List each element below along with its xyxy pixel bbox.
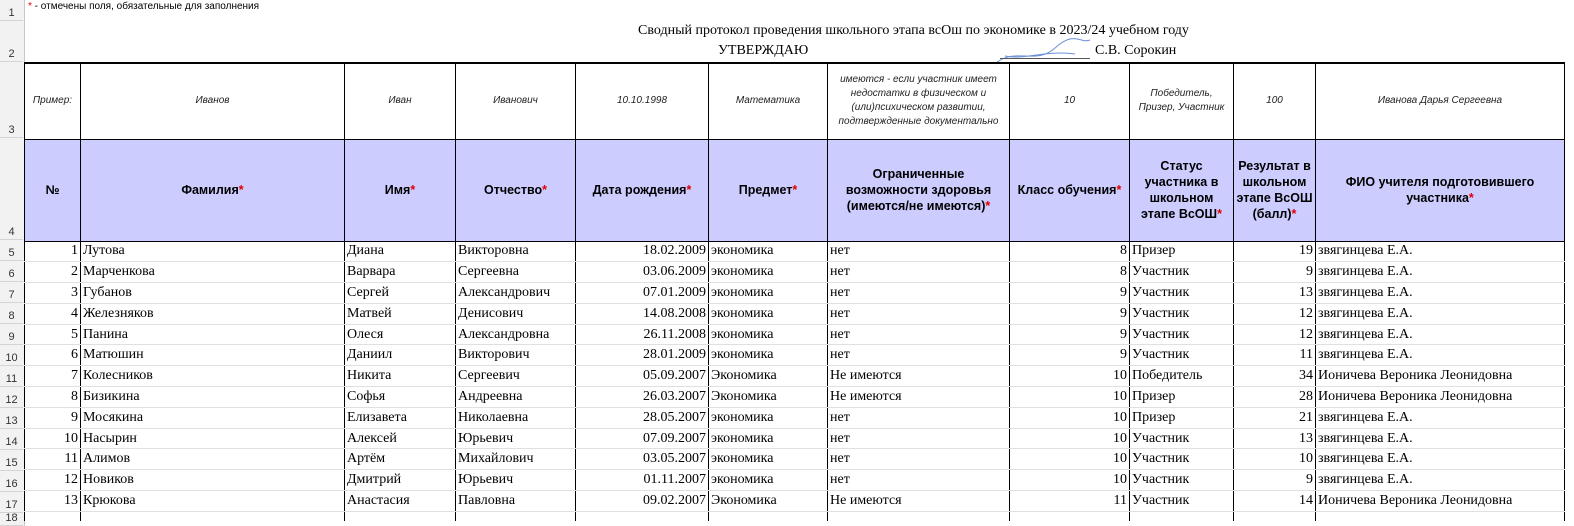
table-cell[interactable]: нет — [828, 428, 1010, 449]
table-cell[interactable]: звягинцева Е.А. — [1316, 470, 1565, 491]
required-star: * — [1291, 207, 1297, 221]
table-cell[interactable]: Колесников — [81, 366, 345, 387]
table-cell[interactable]: 9 — [1010, 345, 1130, 366]
table-cell[interactable]: Сергеевна — [456, 262, 576, 283]
table-cell[interactable]: экономика — [709, 345, 828, 366]
table-cell[interactable]: нет — [828, 407, 1010, 428]
required-fields-note — [28, 1, 259, 12]
example-cell[interactable]: 10 — [1010, 63, 1130, 139]
table-cell[interactable]: Софья — [345, 387, 456, 408]
table-row — [25, 449, 1565, 470]
table-row — [25, 387, 1565, 408]
table-cell[interactable]: Крюкова — [81, 491, 345, 512]
table-cell[interactable]: Даниил — [345, 345, 456, 366]
table-cell[interactable]: Панина — [81, 324, 345, 345]
row-number[interactable] — [0, 21, 23, 62]
column-header[interactable] — [576, 139, 709, 241]
table-cell[interactable]: Павловна — [456, 491, 576, 512]
column-header[interactable] — [1316, 139, 1565, 241]
table-row — [25, 470, 1565, 491]
column-header-label: Ограниченные возможности здоровья (имеются/не имеются) — [845, 167, 992, 213]
empty-row — [25, 511, 1565, 521]
row-number-label: 18 — [5, 512, 18, 524]
table-cell[interactable]: Олеся — [345, 324, 456, 345]
table-cell[interactable]: Экономика — [709, 387, 828, 408]
required-star: * — [686, 183, 692, 197]
table-cell[interactable]: экономика — [709, 407, 828, 428]
table-cell[interactable]: 10 — [1010, 366, 1130, 387]
table-cell[interactable]: Лутова — [81, 241, 345, 262]
table-cell[interactable]: 8 — [25, 387, 81, 408]
table-cell[interactable]: 10 — [25, 428, 81, 449]
table-cell[interactable]: 2 — [25, 262, 81, 283]
table-cell[interactable]: 12 — [1234, 303, 1316, 324]
table-cell[interactable]: Призер — [1130, 407, 1234, 428]
table-cell[interactable]: 13 — [1234, 428, 1316, 449]
required-star: * — [792, 183, 798, 197]
table-cell[interactable]: 03.05.2007 — [576, 449, 709, 470]
table-cell[interactable]: Участник — [1130, 491, 1234, 512]
table-cell[interactable]: Викторовна — [456, 241, 576, 262]
example-row — [25, 63, 1565, 139]
row-number-label: 11 — [5, 373, 18, 385]
table-cell[interactable]: 28 — [1234, 387, 1316, 408]
column-header[interactable] — [345, 139, 456, 241]
table-cell[interactable]: Сергеевич — [456, 366, 576, 387]
table-cell[interactable]: 11 — [25, 449, 81, 470]
table-cell[interactable]: Экономика — [709, 366, 828, 387]
example-cell[interactable]: Победитель, Призер, Участник — [1130, 63, 1234, 139]
table-cell[interactable]: 07.01.2009 — [576, 283, 709, 304]
row-number[interactable] — [0, 324, 23, 345]
table-cell[interactable]: 21 — [1234, 407, 1316, 428]
table-cell[interactable]: 9 — [1010, 303, 1130, 324]
table-cell[interactable]: Анастасия — [345, 491, 456, 512]
signer-name: С.В. Сорокин — [1095, 43, 1177, 58]
table-cell[interactable]: 13 — [1234, 283, 1316, 304]
example-cell[interactable]: имеются - если участник имеет недостатки в физическом и (или)психическом развитии, подтвержденные документально — [828, 63, 1010, 139]
column-header[interactable] — [709, 139, 828, 241]
row-number-label: 3 — [8, 124, 15, 136]
empty-cell[interactable] — [81, 511, 345, 521]
table-cell[interactable]: звягинцева Е.А. — [1316, 345, 1565, 366]
table-cell[interactable]: экономика — [709, 470, 828, 491]
table-cell[interactable]: Марченкова — [81, 262, 345, 283]
table-cell[interactable]: нет — [828, 303, 1010, 324]
approve-label: УТВЕРЖДАЮ — [718, 43, 809, 58]
column-header-label: Дата рождения — [592, 183, 687, 197]
required-star: * — [28, 1, 32, 12]
table-cell[interactable]: 28.01.2009 — [576, 345, 709, 366]
column-header-label: № — [45, 183, 60, 197]
table-cell[interactable]: Андреевна — [456, 387, 576, 408]
table-cell[interactable]: 18.02.2009 — [576, 241, 709, 262]
table-cell[interactable]: Артём — [345, 449, 456, 470]
empty-cell[interactable] — [25, 511, 81, 521]
table-cell[interactable]: нет — [828, 324, 1010, 345]
row-number[interactable] — [0, 62, 23, 138]
empty-cell[interactable] — [456, 511, 576, 521]
empty-cell[interactable] — [1130, 511, 1234, 521]
table-row — [25, 345, 1565, 366]
table-cell[interactable]: нет — [828, 283, 1010, 304]
table-cell[interactable]: Никита — [345, 366, 456, 387]
row-number[interactable] — [0, 261, 23, 282]
table-cell[interactable]: 34 — [1234, 366, 1316, 387]
row-number[interactable] — [0, 138, 23, 240]
table-row — [25, 366, 1565, 387]
table-cell[interactable]: Матвей — [345, 303, 456, 324]
table-row — [25, 324, 1565, 345]
column-header-label: Статус участника в школьном этапе ВсОШ — [1141, 159, 1219, 221]
table-cell[interactable]: нет — [828, 345, 1010, 366]
row-number[interactable] — [0, 345, 23, 366]
table-cell[interactable]: экономика — [709, 303, 828, 324]
table-cell[interactable]: звягинцева Е.А. — [1316, 449, 1565, 470]
row-number[interactable] — [0, 366, 23, 387]
table-cell[interactable]: 8 — [1010, 262, 1130, 283]
table-cell[interactable]: звягинцева Е.А. — [1316, 407, 1565, 428]
table-cell[interactable]: Варвара — [345, 262, 456, 283]
row-number[interactable] — [0, 408, 23, 429]
table-row — [25, 407, 1565, 428]
table-cell[interactable]: 10 — [1010, 407, 1130, 428]
column-header-label: Предмет — [738, 183, 793, 197]
table-cell[interactable]: 4 — [25, 303, 81, 324]
row-number[interactable] — [0, 240, 23, 261]
table-cell[interactable]: Денисович — [456, 303, 576, 324]
column-header[interactable] — [456, 139, 576, 241]
table-cell[interactable]: 09.02.2007 — [576, 491, 709, 512]
table-cell[interactable]: 13 — [25, 491, 81, 512]
table-cell[interactable]: Не имеются — [828, 387, 1010, 408]
table-row — [25, 428, 1565, 449]
table-row — [25, 491, 1565, 512]
table-cell[interactable]: Бизикина — [81, 387, 345, 408]
table-cell[interactable]: 3 — [25, 283, 81, 304]
table-cell[interactable]: Участник — [1130, 345, 1234, 366]
column-header[interactable] — [828, 139, 1010, 241]
example-cell[interactable]: Иван — [345, 63, 456, 139]
row-header-column[interactable] — [0, 0, 25, 526]
table-cell[interactable]: 9 — [1234, 470, 1316, 491]
column-header-label: Имя — [384, 183, 411, 197]
table-cell[interactable]: Ионичева Вероника Леонидовна — [1316, 387, 1565, 408]
table-cell[interactable]: 10 — [1010, 428, 1130, 449]
table-cell[interactable]: экономика — [709, 428, 828, 449]
table-cell[interactable]: Александрович — [456, 283, 576, 304]
row-number-label: 2 — [8, 48, 15, 60]
row-number[interactable] — [0, 303, 23, 324]
table-cell[interactable]: Елизавета — [345, 407, 456, 428]
table-cell[interactable]: Михайлович — [456, 449, 576, 470]
table-row — [25, 241, 1565, 262]
column-header[interactable] — [81, 139, 345, 241]
table-cell[interactable]: 10 — [1010, 387, 1130, 408]
table-cell[interactable]: Призер — [1130, 241, 1234, 262]
example-cell[interactable]: Иванов — [81, 63, 345, 139]
required-star: * — [238, 183, 244, 197]
table-cell[interactable]: Мосякина — [81, 407, 345, 428]
table-cell[interactable]: нет — [828, 241, 1010, 262]
table-cell[interactable]: 12 — [25, 470, 81, 491]
column-header-label: Класс обучения — [1017, 183, 1117, 197]
example-cell[interactable]: Математика — [709, 63, 828, 139]
table-cell[interactable]: 9 — [1234, 262, 1316, 283]
table-cell[interactable]: звягинцева Е.А. — [1316, 324, 1565, 345]
empty-cell[interactable] — [828, 511, 1010, 521]
table-cell[interactable]: Сергей — [345, 283, 456, 304]
example-cell[interactable]: 10.10.1998 — [576, 63, 709, 139]
example-cell[interactable]: Иванова Дарья Сергеевна — [1316, 63, 1565, 139]
row-number[interactable] — [0, 387, 23, 408]
row-number-label: 9 — [8, 331, 15, 343]
table-cell[interactable]: 9 — [1010, 283, 1130, 304]
required-star: * — [542, 183, 547, 197]
row-number-label: 12 — [5, 394, 18, 406]
table-cell[interactable]: Призер — [1130, 387, 1234, 408]
table-cell[interactable]: нет — [828, 262, 1010, 283]
empty-cell[interactable] — [1010, 511, 1130, 521]
table-cell[interactable]: Алексей — [345, 428, 456, 449]
table-cell[interactable]: звягинцева Е.А. — [1316, 303, 1565, 324]
table-cell[interactable]: Юрьевич — [456, 470, 576, 491]
table-cell[interactable]: 05.09.2007 — [576, 366, 709, 387]
example-cell[interactable]: Иванович — [456, 63, 576, 139]
row-number-label: 4 — [8, 226, 15, 238]
table-row — [25, 283, 1565, 304]
table-cell[interactable]: 01.11.2007 — [576, 470, 709, 491]
table-cell[interactable]: 14.08.2008 — [576, 303, 709, 324]
column-header[interactable] — [25, 139, 81, 241]
table-cell[interactable]: 5 — [25, 324, 81, 345]
row-number[interactable] — [0, 513, 23, 526]
row-number-label: 13 — [5, 415, 18, 427]
note-text: - отмечены поля, обязательные для заполнения — [31, 1, 260, 12]
row-number[interactable] — [0, 429, 23, 450]
row-number-label: 6 — [8, 268, 15, 280]
row-number-label: 7 — [8, 289, 15, 301]
row-number-label: 10 — [5, 352, 18, 364]
protocol-table — [24, 62, 1565, 521]
row-number[interactable] — [0, 471, 23, 492]
required-star: * — [985, 199, 991, 213]
row-number-label: 16 — [5, 478, 18, 490]
table-cell[interactable]: Николаевна — [456, 407, 576, 428]
column-header[interactable] — [1234, 139, 1316, 241]
table-cell[interactable]: Матюшин — [81, 345, 345, 366]
empty-cell[interactable] — [1234, 511, 1316, 521]
row-number-label: 15 — [5, 457, 18, 469]
row-number-label: 17 — [5, 499, 18, 511]
table-cell[interactable]: Победитель — [1130, 366, 1234, 387]
table-cell[interactable]: 9 — [25, 407, 81, 428]
table-cell[interactable]: 1 — [25, 241, 81, 262]
table-cell[interactable]: звягинцева Е.А. — [1316, 262, 1565, 283]
table-cell[interactable]: экономика — [709, 449, 828, 470]
sheet-title: Сводный протокол проведения школьного этапа всОш по экономике в 2023/24 учебном году — [638, 23, 1189, 38]
table-cell[interactable]: 03.06.2009 — [576, 262, 709, 283]
required-star: * — [410, 183, 416, 197]
example-cell[interactable]: Пример: — [25, 63, 81, 139]
row-number-label: 14 — [5, 436, 18, 448]
table-cell[interactable]: 9 — [1010, 324, 1130, 345]
table-cell[interactable]: 14 — [1234, 491, 1316, 512]
empty-cell[interactable] — [345, 511, 456, 521]
table-cell[interactable]: 7 — [25, 366, 81, 387]
row-number[interactable] — [0, 492, 23, 513]
table-cell[interactable]: экономика — [709, 324, 828, 345]
table-cell[interactable]: Участник — [1130, 262, 1234, 283]
row-number[interactable] — [0, 450, 23, 471]
empty-cell[interactable] — [1316, 511, 1565, 521]
table-cell[interactable]: Участник — [1130, 449, 1234, 470]
table-cell[interactable]: 26.11.2008 — [576, 324, 709, 345]
row-number[interactable] — [0, 0, 23, 21]
table-cell[interactable]: экономика — [709, 283, 828, 304]
table-cell[interactable]: Губанов — [81, 283, 345, 304]
table-cell[interactable]: 11 — [1234, 345, 1316, 366]
table-cell[interactable]: Дмитрий — [345, 470, 456, 491]
row-number-label: 1 — [8, 7, 15, 19]
table-cell[interactable]: Участник — [1130, 324, 1234, 345]
column-header[interactable] — [1010, 139, 1130, 241]
table-cell[interactable]: нет — [828, 470, 1010, 491]
table-cell[interactable]: Алимов — [81, 449, 345, 470]
table-cell[interactable]: Ионичева Вероника Леонидовна — [1316, 491, 1565, 512]
table-row — [25, 303, 1565, 324]
table-cell[interactable]: Экономика — [709, 491, 828, 512]
row-number-label: 8 — [8, 310, 15, 322]
table-cell[interactable]: Викторович — [456, 345, 576, 366]
required-star: * — [1217, 207, 1222, 221]
table-cell[interactable]: 19 — [1234, 241, 1316, 262]
table-cell[interactable]: звягинцева Е.А. — [1316, 283, 1565, 304]
table-cell[interactable]: Участник — [1130, 283, 1234, 304]
column-header-label: Результат в школьном этапе ВсОШ (балл) — [1236, 159, 1313, 221]
header-row — [25, 139, 1565, 241]
column-header-label: Отчество — [484, 183, 543, 197]
table-cell[interactable]: 10 — [1234, 449, 1316, 470]
table-row — [25, 262, 1565, 283]
column-header[interactable] — [1130, 139, 1234, 241]
signature-line — [1000, 58, 1090, 59]
empty-cell[interactable] — [709, 511, 828, 521]
table-cell[interactable]: 26.03.2007 — [576, 387, 709, 408]
table-cell[interactable]: Юрьевич — [456, 428, 576, 449]
column-header-label: Фамилия — [181, 183, 239, 197]
table-cell[interactable]: экономика — [709, 241, 828, 262]
column-header-label: ФИО учителя подготовившего участника — [1345, 175, 1535, 205]
table-cell[interactable]: Новиков — [81, 470, 345, 491]
empty-cell[interactable] — [576, 511, 709, 521]
table-cell[interactable]: экономика — [709, 262, 828, 283]
table-cell[interactable]: Не имеются — [828, 491, 1010, 512]
table-cell[interactable]: 10 — [1010, 449, 1130, 470]
table-cell[interactable]: нет — [828, 449, 1010, 470]
row-number-label: 5 — [8, 247, 15, 259]
table-cell[interactable]: Железняков — [81, 303, 345, 324]
table-cell[interactable]: 28.05.2007 — [576, 407, 709, 428]
table-cell[interactable]: Не имеются — [828, 366, 1010, 387]
table-cell[interactable]: 07.09.2007 — [576, 428, 709, 449]
table-cell[interactable]: 12 — [1234, 324, 1316, 345]
example-cell[interactable]: 100 — [1234, 63, 1316, 139]
table-cell[interactable]: 11 — [1010, 491, 1130, 512]
table-cell[interactable]: Участник — [1130, 428, 1234, 449]
table-cell[interactable]: Участник — [1130, 470, 1234, 491]
table-cell[interactable]: звягинцева Е.А. — [1316, 428, 1565, 449]
required-star: * — [1468, 191, 1474, 205]
table-cell[interactable]: 8 — [1010, 241, 1130, 262]
table-cell[interactable]: 10 — [1010, 470, 1130, 491]
table-cell[interactable]: 6 — [25, 345, 81, 366]
table-cell[interactable]: звягинцева Е.А. — [1316, 241, 1565, 262]
row-number[interactable] — [0, 282, 23, 303]
table-cell[interactable]: Ионичева Вероника Леонидовна — [1316, 366, 1565, 387]
required-star: * — [1116, 183, 1122, 197]
table-cell[interactable]: Диана — [345, 241, 456, 262]
table-cell[interactable]: Александровна — [456, 324, 576, 345]
table-cell[interactable]: Участник — [1130, 303, 1234, 324]
table-cell[interactable]: Насырин — [81, 428, 345, 449]
